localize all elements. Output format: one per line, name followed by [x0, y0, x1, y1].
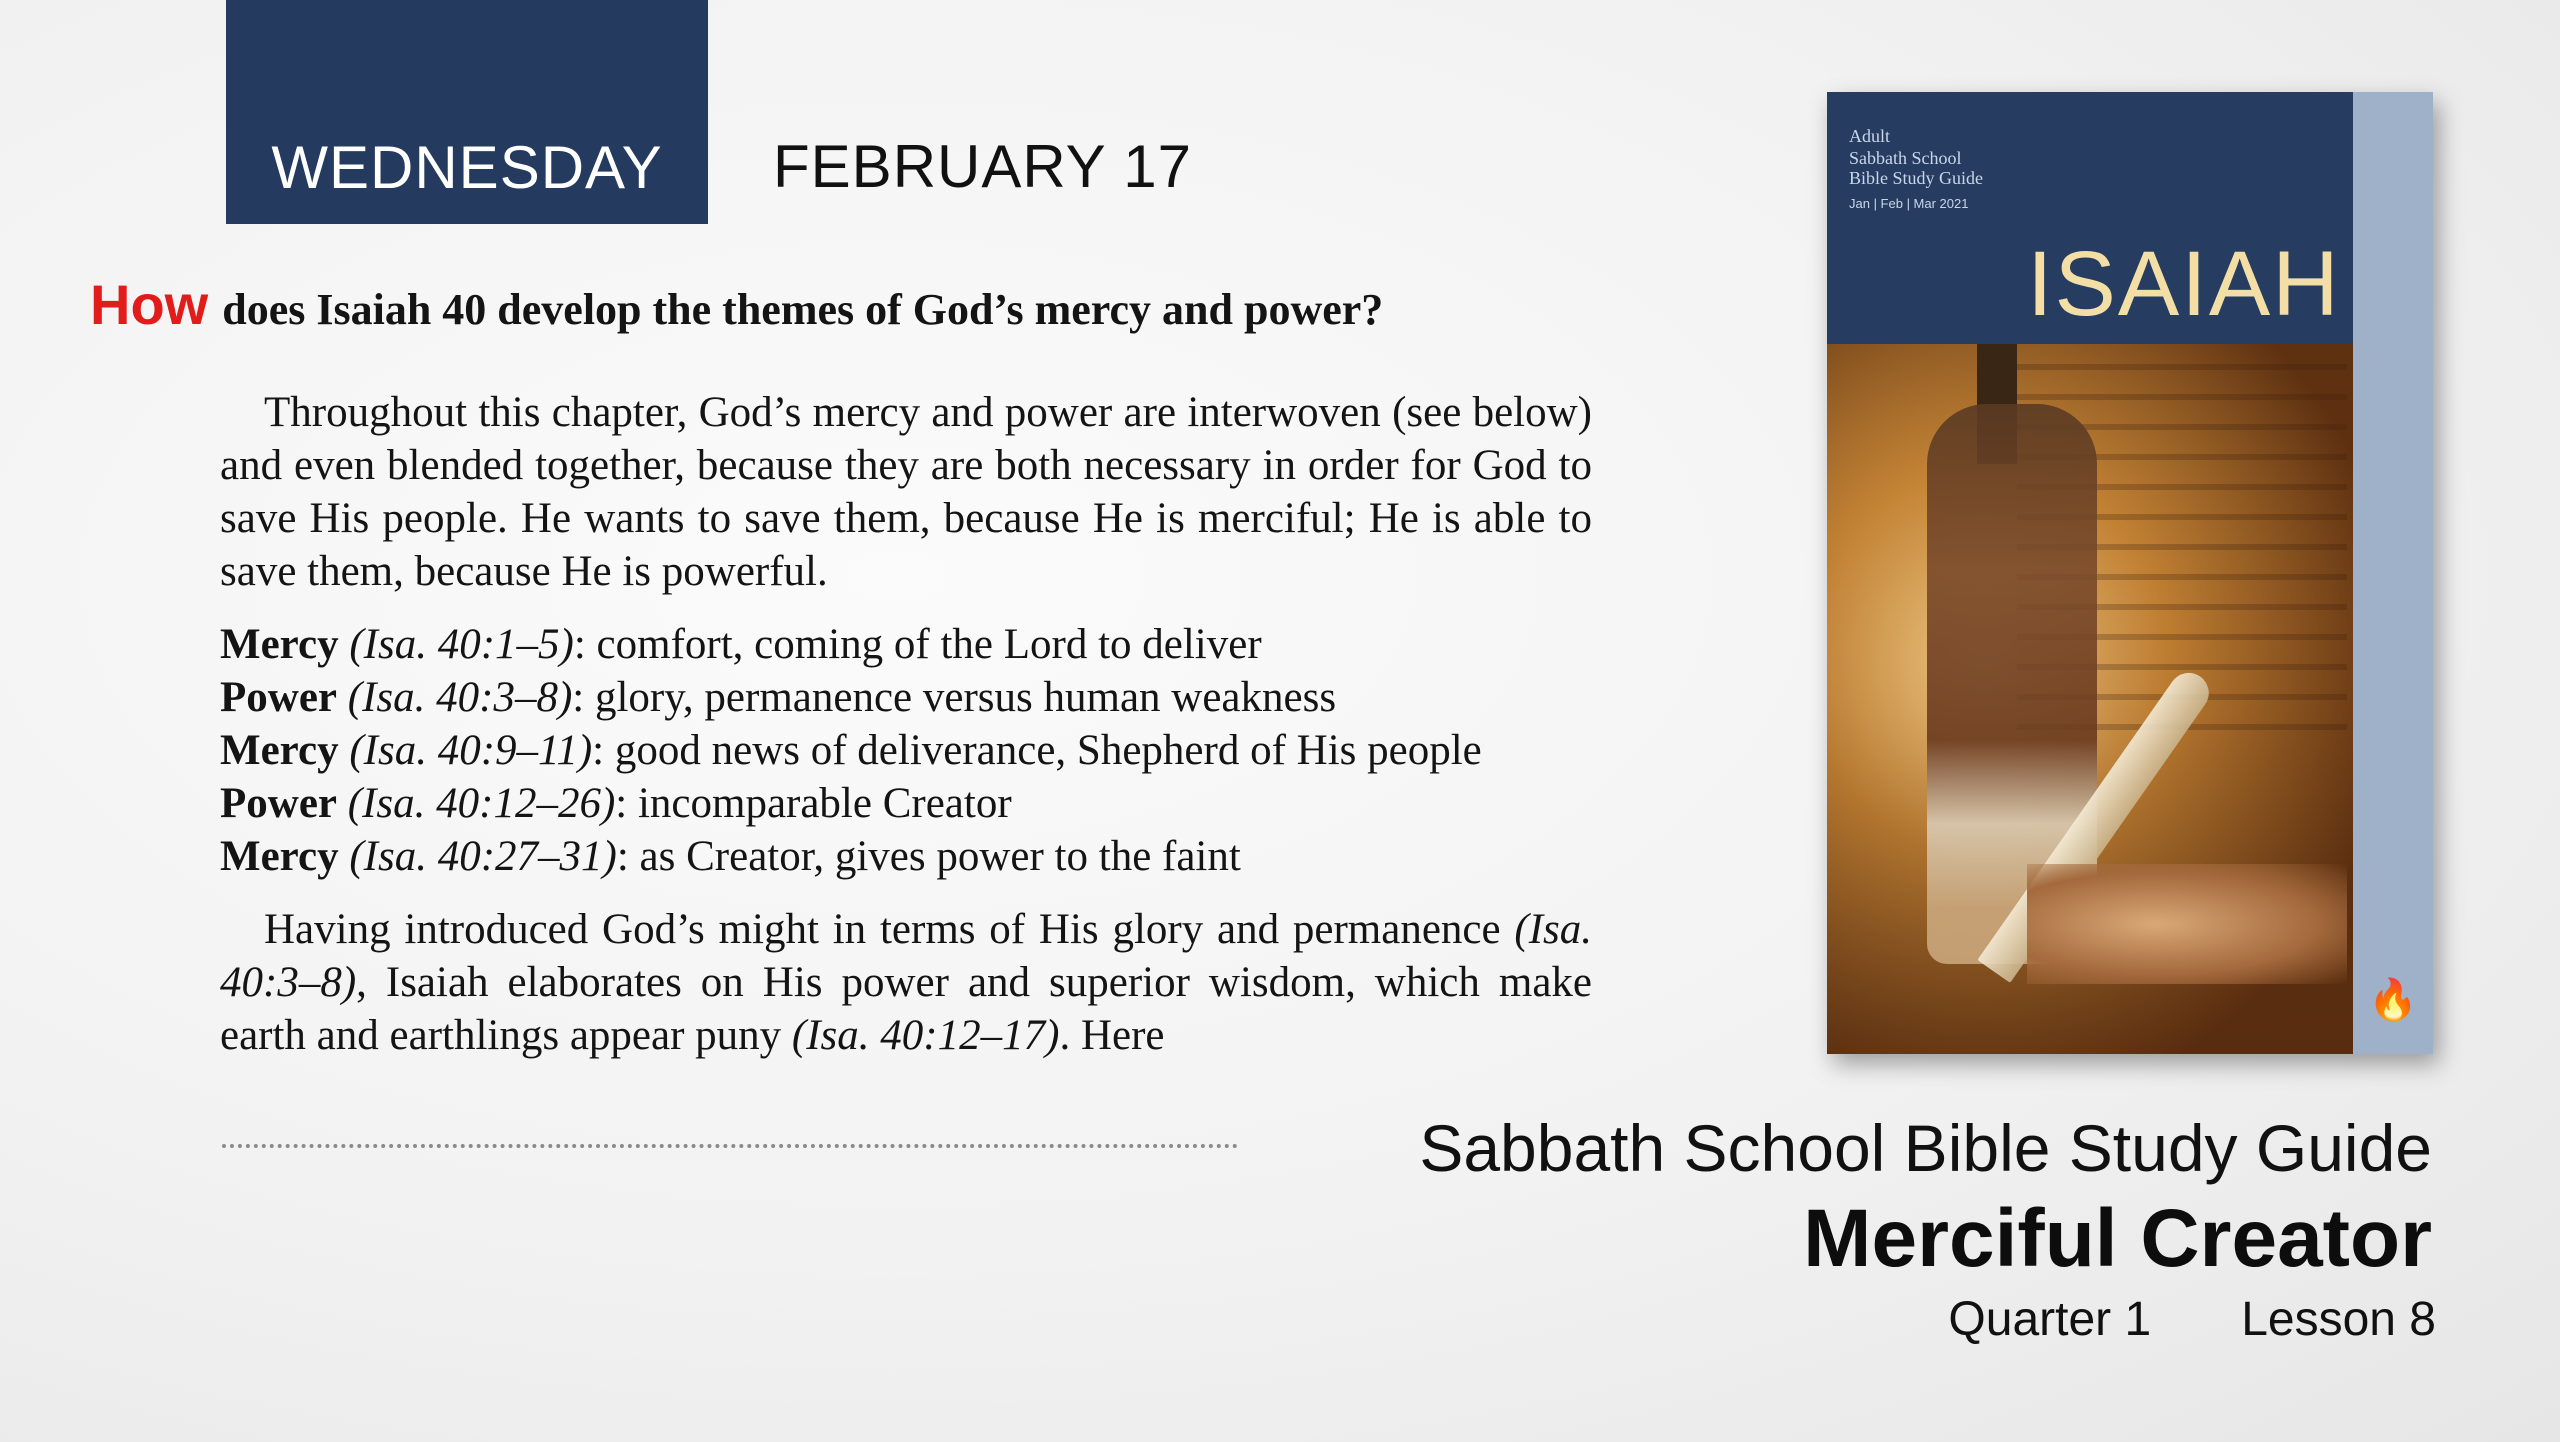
cover-header	[1827, 92, 2353, 344]
theme-ref: (Isa. 40:1–5)	[349, 621, 574, 668]
guide-title: Sabbath School Bible Study Guide	[1419, 1111, 2432, 1185]
quarter-label: Quarter 1	[1948, 1293, 2152, 1346]
day-banner	[226, 0, 708, 224]
theme-ref: (Isa. 40:12–26)	[347, 780, 616, 827]
church-logo-icon: 🔥	[2368, 977, 2418, 1023]
paragraph-text: Having introduced God’s might in terms of His glory and permanence	[264, 906, 1515, 953]
theme-label: Mercy	[220, 727, 339, 774]
theme-desc: : as Creator, gives power to the faint	[616, 833, 1241, 880]
paragraph-text: , Isaiah elaborates on His power and superior wisdom, which make earth and earthlings appear puny	[220, 959, 1592, 1059]
theme-desc: : comfort, coming of the Lord to deliver	[573, 621, 1262, 668]
themes-list	[220, 618, 1592, 883]
date-label: FEBRUARY 17	[773, 133, 1192, 200]
question-lead: How	[90, 273, 209, 336]
scripture-ref: (Isa. 40:3–8)	[220, 906, 1592, 1006]
theme-item	[220, 724, 1592, 777]
cover-artwork	[1827, 344, 2353, 1054]
theme-item	[220, 618, 1592, 671]
cover-spine	[2353, 92, 2433, 1054]
scripture-ref: (Isa. 40:12–17)	[791, 1012, 1060, 1059]
paragraph-continued	[220, 903, 1592, 1062]
theme-ref: (Isa. 40:27–31)	[349, 833, 617, 880]
question-text: does Isaiah 40 develop the themes of God’s mercy and power?	[222, 285, 1384, 334]
theme-ref: (Isa. 40:3–8)	[347, 674, 573, 721]
lesson-label: Lesson 8	[2241, 1293, 2436, 1346]
dotted-divider	[222, 1144, 1238, 1148]
lesson-body	[220, 386, 1592, 1082]
theme-label: Power	[220, 674, 337, 721]
lesson-title: Merciful Creator	[1803, 1193, 2432, 1284]
theme-label: Mercy	[220, 621, 339, 668]
theme-desc: : incomparable Creator	[615, 780, 1012, 827]
theme-item	[220, 830, 1592, 883]
lesson-question	[90, 272, 1650, 337]
cover-line-guide: Bible Study Guide	[1849, 168, 1983, 188]
day-label: WEDNESDAY	[271, 134, 663, 201]
writing-hand	[2027, 864, 2347, 984]
theme-desc: : glory, permanence versus human weakness	[572, 674, 1337, 721]
theme-item	[220, 671, 1592, 724]
theme-item	[220, 777, 1592, 830]
book-cover	[1827, 92, 2433, 1054]
paragraph-intro: Throughout this chapter, God’s mercy and power are interwoven (see below) and even blended together, because they are both necessary in order for God to save His people. He wants to save them, because He is merciful; He is able to save them, because He is powerful.	[220, 389, 1592, 595]
cover-dates: Jan | Feb | Mar 2021	[1849, 196, 1969, 211]
theme-desc: : good news of deliverance, Shepherd of His people	[592, 727, 1482, 774]
cover-title: ISAIAH	[2027, 233, 2341, 335]
lesson-meta	[1948, 1292, 2436, 1347]
theme-ref: (Isa. 40:9–11)	[349, 727, 593, 774]
theme-label: Mercy	[220, 833, 339, 880]
cover-line-school: Sabbath School	[1849, 148, 1962, 168]
cover-line-adult: Adult	[1849, 126, 1891, 146]
theme-label: Power	[220, 780, 337, 827]
paragraph-text: . Here	[1059, 1012, 1165, 1059]
